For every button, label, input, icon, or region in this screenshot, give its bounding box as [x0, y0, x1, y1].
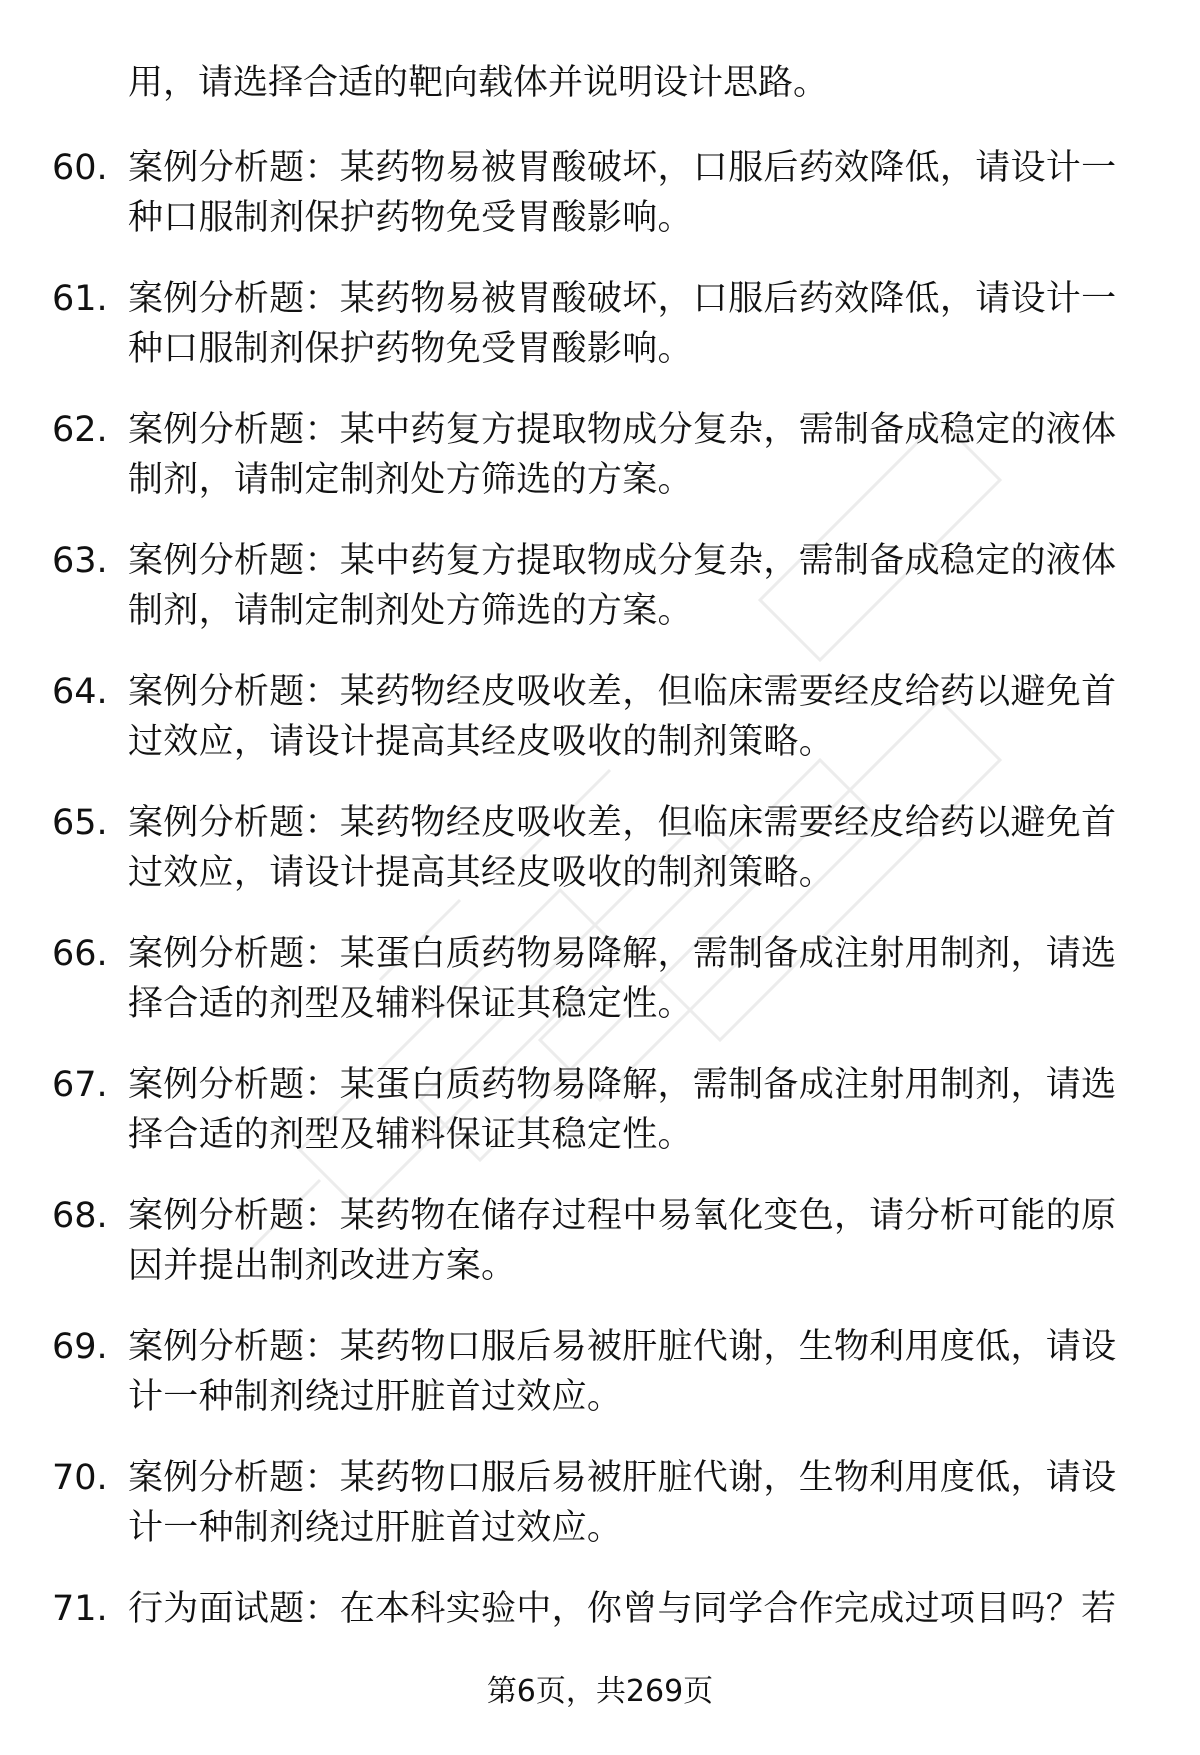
question-number: 71.: [52, 1589, 108, 1629]
list-item: [0, 1060, 1200, 1191]
question-number: 64.: [52, 672, 108, 712]
question-number: 70.: [52, 1458, 108, 1498]
question-number: 62.: [52, 410, 108, 450]
question-number: 61.: [52, 279, 108, 319]
question-list: [0, 143, 1200, 1715]
question-text: 案例分析题：某药物口服后易被肝脏代谢，生物利用度低，请设计一种制剂绕过肝脏首过效应。: [128, 1458, 1117, 1548]
continuation-line: 用，请选择合适的靶向载体并说明设计思路。: [128, 63, 829, 103]
list-item: [0, 1322, 1200, 1453]
list-item: [0, 667, 1200, 798]
question-text: 案例分析题：某药物易被胃酸破坏，口服后药效降低，请设计一种口服制剂保护药物免受胃酸影响。: [128, 279, 1117, 369]
question-text: 案例分析题：某中药复方提取物成分复杂，需制备成稳定的液体制剂，请制定制剂处方筛选的方案。: [128, 410, 1117, 500]
question-number: 65.: [52, 803, 108, 843]
question-text: 案例分析题：某药物经皮吸收差，但临床需要经皮给药以避免首过效应，请设计提高其经皮吸收的制剂策略。: [128, 672, 1117, 762]
list-item: [0, 405, 1200, 536]
question-text: 案例分析题：某蛋白质药物易降解，需制备成注射用制剂，请选择合适的剂型及辅料保证其稳定性。: [128, 934, 1117, 1024]
question-number: 67.: [52, 1065, 108, 1105]
list-item: [0, 798, 1200, 929]
question-number: 69.: [52, 1327, 108, 1367]
question-number: 66.: [52, 934, 108, 974]
question-number: 63.: [52, 541, 108, 581]
question-text: 案例分析题：某药物易被胃酸破坏，口服后药效降低，请设计一种口服制剂保护药物免受胃酸影响。: [128, 148, 1117, 238]
question-text: 案例分析题：某药物口服后易被肝脏代谢，生物利用度低，请设计一种制剂绕过肝脏首过效应。: [128, 1327, 1117, 1417]
list-item: [0, 536, 1200, 667]
question-number: 60.: [52, 148, 108, 188]
list-item: [0, 274, 1200, 405]
question-text: 行为面试题：在本科实验中，你曾与同学合作完成过项目吗？若: [128, 1589, 1117, 1629]
question-text: 案例分析题：某蛋白质药物易降解，需制备成注射用制剂，请选择合适的剂型及辅料保证其稳定性。: [128, 1065, 1117, 1155]
page-footer: 第6页，共269页: [486, 1674, 714, 1709]
question-text: 案例分析题：某药物在储存过程中易氧化变色，请分析可能的原因并提出制剂改进方案。: [128, 1196, 1117, 1286]
list-item: [0, 929, 1200, 1060]
list-item: [0, 1191, 1200, 1322]
question-number: 68.: [52, 1196, 108, 1236]
question-text: 案例分析题：某药物经皮吸收差，但临床需要经皮给药以避免首过效应，请设计提高其经皮吸收的制剂策略。: [128, 803, 1117, 893]
question-text: 案例分析题：某中药复方提取物成分复杂，需制备成稳定的液体制剂，请制定制剂处方筛选的方案。: [128, 541, 1117, 631]
list-item: [0, 143, 1200, 274]
list-item: [0, 1453, 1200, 1584]
